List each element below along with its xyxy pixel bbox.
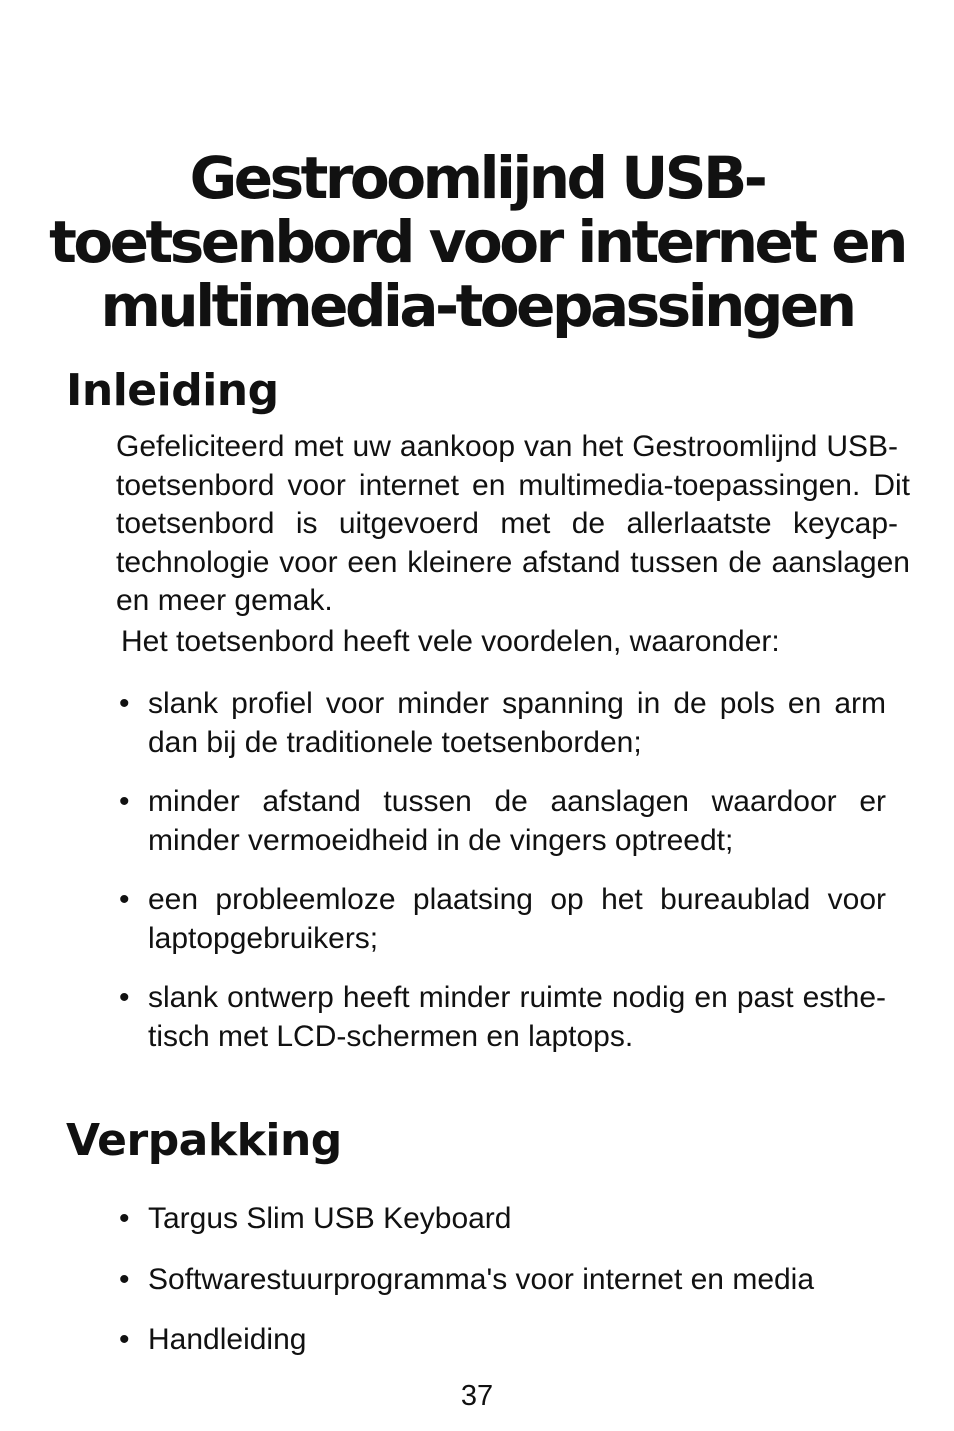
bullet-symbol: •: [119, 981, 130, 1014]
list-item-line: minder vermoeidheid in de vingers optreedt;: [148, 823, 734, 857]
list-item: [119, 783, 886, 860]
paragraph-line: Gefeliciteerd met uw aankoop van het Gestroomlijnd USB-: [116, 430, 898, 463]
list-item: [119, 979, 886, 1056]
list-item-text: [148, 685, 886, 762]
list-item-line: een probleemloze plaatsing op het bureaublad voor: [148, 883, 886, 916]
list-item: [119, 1200, 886, 1239]
document-title: [0, 146, 954, 338]
advantages-list: [119, 685, 886, 1077]
bullet-symbol: •: [119, 785, 130, 818]
list-item-line: minder afstand tussen de aanslagen waardoor er: [148, 785, 886, 818]
bullet-symbol: •: [119, 1262, 130, 1296]
list-item-line: laptopgebruikers;: [148, 921, 379, 955]
list-item-line: slank ontwerp heeft minder ruimte nodig en past esthe-: [148, 981, 886, 1014]
page-number: 37: [460, 1380, 494, 1412]
intro-paragraph: [116, 428, 910, 621]
list-item: [119, 881, 886, 958]
list-item-text: [148, 1261, 886, 1300]
section-heading-verpakking: Verpakking: [66, 1115, 342, 1166]
list-item-text: [148, 1321, 886, 1360]
list-item-line: slank profiel voor minder spanning in de pols en arm: [148, 687, 886, 720]
paragraph-line: technologie voor een kleinere afstand tussen de aanslagen: [116, 545, 910, 579]
section-heading-inleiding: Inleiding: [66, 365, 279, 416]
package-contents-list: [119, 1200, 886, 1382]
list-item-text: [148, 783, 886, 860]
title-line: multimedia-toepassingen: [100, 272, 854, 340]
title-line: Gestroomlijnd USB-: [189, 144, 765, 212]
list-item: [119, 1321, 886, 1360]
paragraph-line: en meer gemak.: [116, 584, 333, 617]
list-item-line: Targus Slim USB Keyboard: [148, 1202, 512, 1235]
list-item-line: Handleiding: [148, 1323, 307, 1356]
paragraph-line: toetsenbord voor internet en multimedia-toepassingen. Dit: [116, 468, 910, 502]
paragraph-line: toetsenbord is uitgevoerd met de allerlaatste keycap-: [116, 507, 898, 540]
list-item-text: [148, 979, 886, 1056]
list-item-line: Softwarestuurprogramma's voor internet en media: [148, 1262, 815, 1296]
advantages-lead: Het toetsenbord heeft vele voordelen, waaronder:: [121, 625, 780, 658]
title-line: toetsenbord voor internet en: [49, 208, 905, 276]
bullet-symbol: •: [119, 1202, 130, 1235]
list-item-line: dan bij de traditionele toetsenborden;: [148, 725, 642, 759]
list-item-text: [148, 881, 886, 958]
bullet-symbol: •: [119, 687, 130, 720]
list-item: [119, 685, 886, 762]
list-item: [119, 1261, 886, 1300]
list-item-line: tisch met LCD-schermen en laptops.: [148, 1019, 634, 1053]
bullet-symbol: •: [119, 1323, 130, 1356]
list-item-text: [148, 1200, 886, 1239]
bullet-symbol: •: [119, 883, 130, 916]
